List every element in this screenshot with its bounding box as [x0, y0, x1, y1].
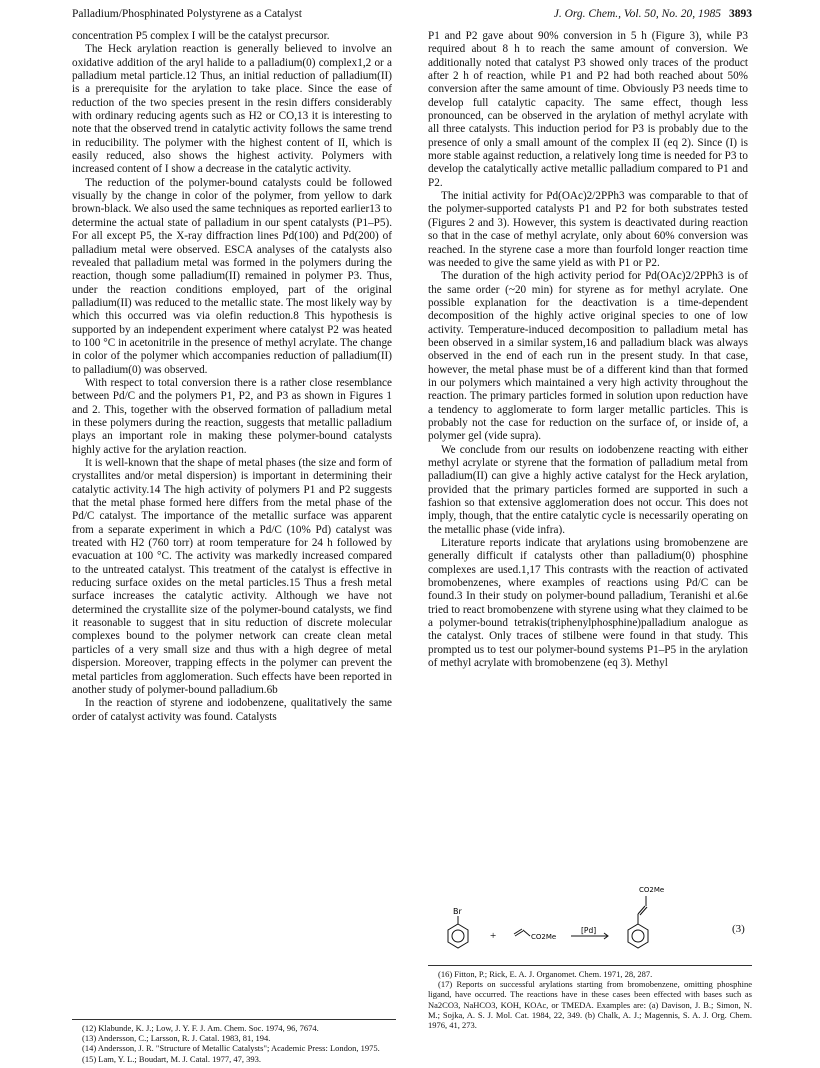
footnote: (12) Klabunde, K. J.; Low, J. Y. F. J. Am. Chem. Soc. 1974, 96, 7674. [82, 1023, 319, 1033]
running-header [72, 8, 752, 26]
paragraph: P1 and P2 gave about 90% conversion in 5 h (Figure 3), while P3 required about 8 h to reach the same amount of conversion. We additionally noted that catalyst P3 showed only traces of the product after 2 h of reaction, while P1 and P2 had both reached about 50% conversion after the same amount of time. Obviously P3 needs time to develop full catalytic capacity. The same effect, though less pronounced, can be observed in the arylation of methyl acrylate with all three catalysts. This induction period for P3 is probably due to the presence of only a small amount of the complex II (eq 2). Since (I) is more stable against reduction, a relatively long time is needed for P3 to develop the catalytically active metallic palladium compared to P1 and P2. [428, 30, 748, 189]
reaction-scheme-eq3 [428, 882, 752, 952]
footnote: (13) Andersson, C.; Larsson, R. J. Catal. 1983, 81, 194. [82, 1033, 271, 1044]
paragraph: We conclude from our results on iodobenzene reacting with either methyl acrylate or styrene that the formation of palladium metal from palladium(II) can give a highly active catalyst for the Heck arylation, provided that the primary particles formed are supported in such a fashion so that extensive agglomeration does not occur. This does not imply, though, that the entire catalytic cycle is necessarily operating on the metallic phase (vide infra). [428, 443, 748, 536]
left-column [72, 30, 392, 724]
paragraph: The reduction of the polymer-bound catalysts could be followed visually by the change in color of the polymer, from yellow to dark brown-black. We also used the same techniques as reported earlier13 to determine the actual state of palladium in our spent catalysts (P1–P5). For all except P5, the X-ray diffraction lines Pd(100) and Pd(200) of palladium metal were observed. ESCA analyses of the catalysts also revealed that palladium metal was formed in the polymers during the reaction, though some palladium(II) remained in polymer P3. Thus, under the reaction conditions employed, part of the original palladium(II) was reduced to the metallic state. The most likely way by which this occurred was via olefin reduction.8 This hypothesis is supported by an independent experiment where catalyst P2 was heated to 100 °C in acetonitrile in the presence of methyl acrylate. The change in color of the polymer which accompanies reduction of palladium(II) to palladium(0) was observed. [72, 176, 392, 376]
footnote-rule [72, 1019, 396, 1020]
running-title: Palladium/Phosphinated Polystyrene as a Catalyst [72, 8, 302, 20]
bromobenzene-structure [448, 916, 468, 948]
footnote: (17) Reports on successful arylations starting from bromobenzene, omitting phosphine ligand, have occurred. The reactions have in these cases been effected with bases such as Na2CO3, NaHCO3, KOH, KOAc, or TMEDA. Examples are: (a) Davison, J. B.; Simon, N. M.; Sojka, A. S. J. Mol. Cat. 1984, 22, 349. (b) Chalk, A. J.; Magennis, S. A. J. Org. Chem. 1976, 41, 273. [428, 979, 752, 1031]
bromo-label: Br [453, 907, 462, 916]
equation-number: (3) [732, 923, 745, 935]
paragraph: The initial activity for Pd(OAc)2/2PPh3 was comparable to that of the polymer-supported catalysts P1 and P2 for both substrates tested (Figures 2 and 3). However, this system is deactivated during reaction so that in the case of methyl acrylate, only about 60% conversion was reached. In the styrene case a more than fourfold longer reaction time was needed to give the same yield as with P1 or P2. [428, 190, 748, 269]
paragraph: Literature reports indicate that arylations using bromobenzene are generally difficult if catalysts other than palladium(0) phosphine complexes are used.1,17 This contrasts with the reaction of activated bromobenzenes, where examples of reactions using Pd/C can be found.3 In their study on polymer-bound palladium, Teranishi et al.6e tried to react bromobenzene with styrene using what they claimed to be a polymer-bound tetrakis(triphenylphosphine)palladium analogue as the catalyst. Only traces of stilbene were found in that study. This prompted us to test our polymer-bound systems P1–P5 in the arylation of methyl acrylate with bromobenzene (eq 3). Methyl [428, 537, 748, 670]
plus-sign: + [490, 930, 497, 942]
ester-label: CO2Me [531, 933, 557, 941]
footnote: (14) Andersson, J. R. "Structure of Metallic Catalysts"; Academic Press: London, 1975. [82, 1043, 380, 1054]
footnotes-left [72, 1019, 396, 1064]
page-number: 3893 [729, 8, 752, 20]
footnote-rule [428, 965, 752, 966]
journal-citation [554, 8, 752, 20]
catalyst-label: [Pd] [581, 926, 597, 935]
footnote: (15) Lam, Y. L.; Boudart, M. J. Catal. 1977, 47, 393. [82, 1053, 261, 1064]
footnote: (16) Fitton, P.; Rick, E. A. J. Organomet. Chem. 1971, 28, 287. [438, 969, 653, 979]
right-column [428, 30, 748, 671]
paragraph: It is well-known that the shape of metal phases (the size and form of crystallites and/or metal dispersion) is important in determining their catalytic activity.14 The high activity of polymers P1 and P2 suggests that the metal phase formed here differs from the metal phase of the Pd/C catalyst. The importance of the metallic surface was apparent from a separate experiment in which a Pd/C (10% Pd) catalyst was treated with H2 (760 torr) at room temperature for 24 h followed by evacuation at 100 °C. The activity was markedly increased compared to the untreated catalyst. This treatment of the catalyst is effective in reducing surface oxides on the metal particles.15 Thus a fresh metal surface increases the catalytic activity. Although we have not determined the crystallite size of the polymer-bound catalysts, we find it reasonable to suggest that in situ reduction of discrete molecular complexes bound to the polymer network can create clean metal particles of a very small size and thus with a high degree of metal dispersion. Moreover, trapping effects in the polymer can prevent the metal particles from agglomeration. Such effects have been reported in another study of polymer-bound palladium.6b [72, 457, 392, 696]
product-ester-label: CO2Me [639, 886, 665, 894]
paragraph: In the reaction of styrene and iodobenzene, qualitatively the same order of catalyst activity was found. Catalysts [72, 697, 392, 723]
paragraph: The Heck arylation reaction is generally believed to involve an oxidative addition of the aryl halide to a palladium(0) complex1,2 or a palladium metal particle.12 Thus, an initial reduction of palladium(II) is a prerequisite for the arylation to take place. Since the ease of reduction of the two species present in the resin differs considerably with ordinary reducing agents such as H2 or CO,13 it is interesting to note that the observed trend in catalytic activity follows the same trend in reducibility. The polymer with the highest content of II, which is easily reduced, also shows the highest activity. Polymers with increased content of I show a decrease in the catalytic activity. [72, 43, 392, 176]
paragraph: With respect to total conversion there is a rather close resemblance between Pd/C and the polymers P1, P2, and P3 as shown in Figures 1 and 2. This, together with the observed formation of palladium metal in these polymers during the reaction, suggests that metallic palladium plays an important role in making these polymer-bound catalysts highly active for the arylation reaction. [72, 376, 392, 456]
journal-name: J. Org. Chem., Vol. 50, No. 20, 1985 [553, 8, 721, 20]
paragraph: concentration P5 complex I will be the catalyst precursor. [72, 30, 330, 42]
footnotes-right [428, 965, 752, 1030]
paragraph: The duration of the high activity period for Pd(OAc)2/2PPh3 is of the same order (~20 min) for styrene as for methyl acrylate. One possible explanation for the deactivation is a time-dependent decomposition of the highly active original species to one of low activity. Temperature-induced decomposition to palladium metal has been observed in a similar system,16 and palladium black was always observed in the end of each run in the present study. In that case, however, the metal phase must be of a different kind than that formed in our polymers which maintained a very high activity throughout the reaction. The primary particles formed in solution upon reduction have a tendency to agglomerate to form larger metallic particles. This is probably not the case for reduction on the surface of, or inside of, a polymer gel (vide supra). [428, 270, 748, 443]
methyl-acrylate-structure [514, 929, 530, 936]
methyl-cinnamate-structure [628, 896, 648, 948]
